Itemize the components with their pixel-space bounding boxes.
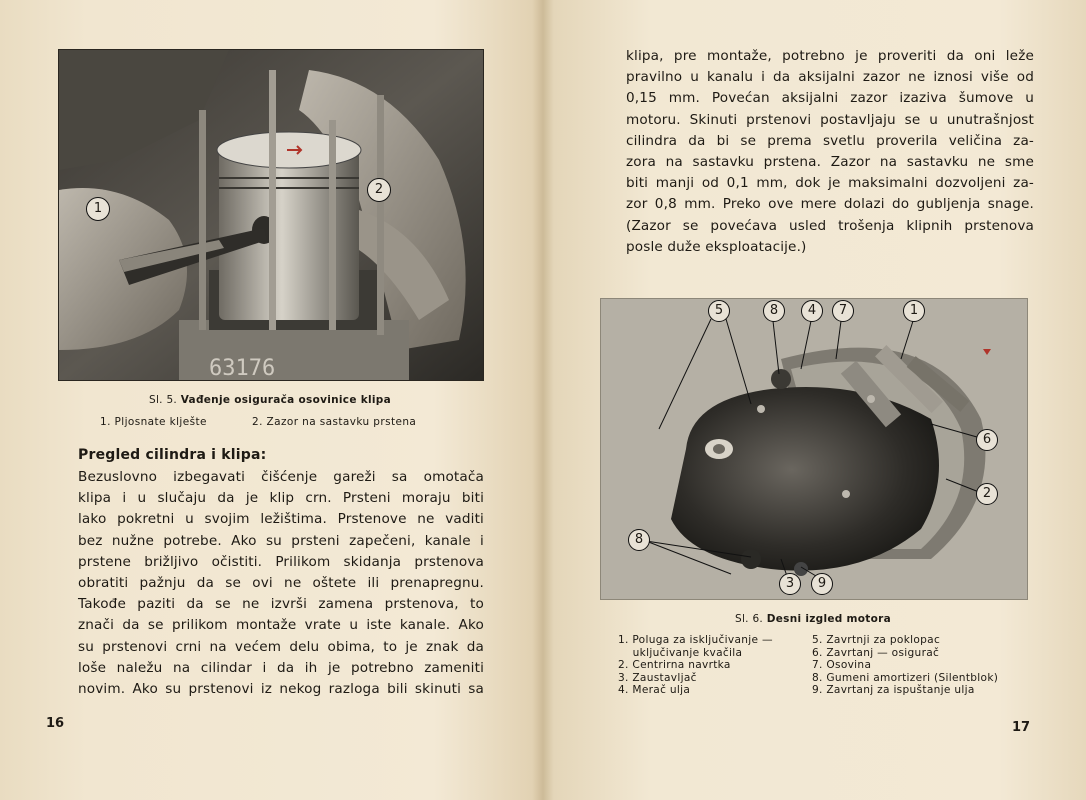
figure-5-photo xyxy=(58,49,484,381)
callout-8-bottom: 8 xyxy=(628,529,650,551)
text-line: zora na sastavku prstena. Zazor na sastavku ne sme xyxy=(626,154,1034,171)
callout-1: 1 xyxy=(86,197,110,221)
text-line: loše naležu na cilindar i da ih je potrebno zameniti xyxy=(78,659,484,676)
callout-8-top: 8 xyxy=(763,300,785,322)
callout-3: 3 xyxy=(779,573,801,595)
figure-5-caption: Sl. 5. Vađenje osigurača osovinice klipa xyxy=(148,394,391,406)
callout-4: 4 xyxy=(801,300,823,322)
text-line: (Zazor se povećava usled trošenja klipnih prstenova xyxy=(626,217,1034,234)
section-heading: Pregled cilindra i klipa: xyxy=(78,447,267,463)
page-number-left: 16 xyxy=(46,716,65,731)
text-line: 0,15 mm. Povećan aksijalni zazor izaziva šumove u xyxy=(626,90,1034,107)
piston-photo-illustration xyxy=(59,50,483,380)
right-paragraph xyxy=(626,46,1034,258)
legend-item: 7. Osovina xyxy=(812,659,872,672)
text-line: novim. Ako su prstenovi iz nekog razloga bili skinuti sa xyxy=(78,681,484,698)
legend-item: 3. Zaustavljač xyxy=(618,671,697,684)
legend-item: 6. Zavrtanj — osigurač xyxy=(812,646,940,659)
text-line: zor 0,8 mm. Preko ove mere dolazi do gubljenja snage. xyxy=(626,196,1034,213)
callout-5: 5 xyxy=(708,300,730,322)
callout-7: 7 xyxy=(832,300,854,322)
callout-2: 2 xyxy=(367,178,391,202)
figure-6-legend-right xyxy=(812,634,998,697)
right-page xyxy=(546,0,1086,800)
text-line: Takođe paziti da se ne izvrši zamena prstenova, to xyxy=(78,596,484,613)
engine-serial-stamp: 63176 xyxy=(209,356,276,380)
legend-item: 8. Gumeni amortizeri (Silentblok) xyxy=(812,671,999,684)
engine-photo-illustration xyxy=(601,299,1027,599)
left-paragraph xyxy=(78,467,484,700)
text-line: klipa i u slučaju da je klip crn. Prsteni moraju biti xyxy=(78,490,484,507)
text-line: su prstenovi crni na većem delu obima, to je znak da xyxy=(78,638,484,655)
text-line: pravilno u kanalu i da aksijalni zazor ne iznosi više od xyxy=(626,69,1034,86)
legend-item: 5. Zavrtnji za poklopac xyxy=(812,634,941,646)
legend-item: 4. Merač ulja xyxy=(618,684,691,697)
text-line: cilindra da bi se prema svetlu proverila veličina za- xyxy=(626,132,1034,149)
figure-6-caption: Sl. 6. Desni izgled motora xyxy=(734,613,891,625)
figure-6-legend-left xyxy=(618,634,773,697)
legend-item: 9. Zavrtanj za ispuštanje ulja xyxy=(812,684,975,697)
text-line: prstene brižljivo očistiti. Prilikom skidanja prstenova xyxy=(78,553,484,570)
legend-item: 2. Centrirna navrtka xyxy=(618,659,731,672)
text-line: biti manji od 0,1 mm, dok je maksimalni dozvoljeni za- xyxy=(626,175,1034,192)
text-line last: posle duže eksploatacije.) xyxy=(626,238,807,255)
figure-5-legend-1: 1. Pljosnate klješte xyxy=(100,416,207,428)
legend-item: uključivanje kvačila xyxy=(618,646,743,659)
figure-6-photo xyxy=(600,298,1028,600)
callout-6: 6 xyxy=(976,429,998,451)
text-line: Bezuslovno izbegavati čišćenje gareži sa omotača xyxy=(78,469,484,485)
callout-2: 2 xyxy=(976,483,998,505)
callout-1: 1 xyxy=(903,300,925,322)
text-line: lako pokretni u svojim ležištima. Prstenove ne vaditi xyxy=(78,511,484,528)
callout-9: 9 xyxy=(811,573,833,595)
text-line: obratiti pažnju da se ovi ne oštete ili prenapregnu. xyxy=(78,575,484,592)
text-line: motoru. Skinuti prstenovi postavljaju se u unutrašnjost xyxy=(626,111,1034,128)
text-line: klipa, pre montaže, potrebno je proveriti da oni leže xyxy=(626,48,1034,64)
page-number-right: 17 xyxy=(1012,720,1031,735)
text-line: bez nužne potrebe. Ako su prsteni zapečeni, kanale i xyxy=(78,532,484,549)
legend-item: 1. Poluga za isključivanje — xyxy=(618,634,773,646)
left-page xyxy=(0,0,540,800)
text-line: znači da se prilikom montaže vrate u iste kanale. Ako xyxy=(78,617,484,634)
figure-5-legend-2: 2. Zazor na sastavku prstena xyxy=(252,416,417,428)
